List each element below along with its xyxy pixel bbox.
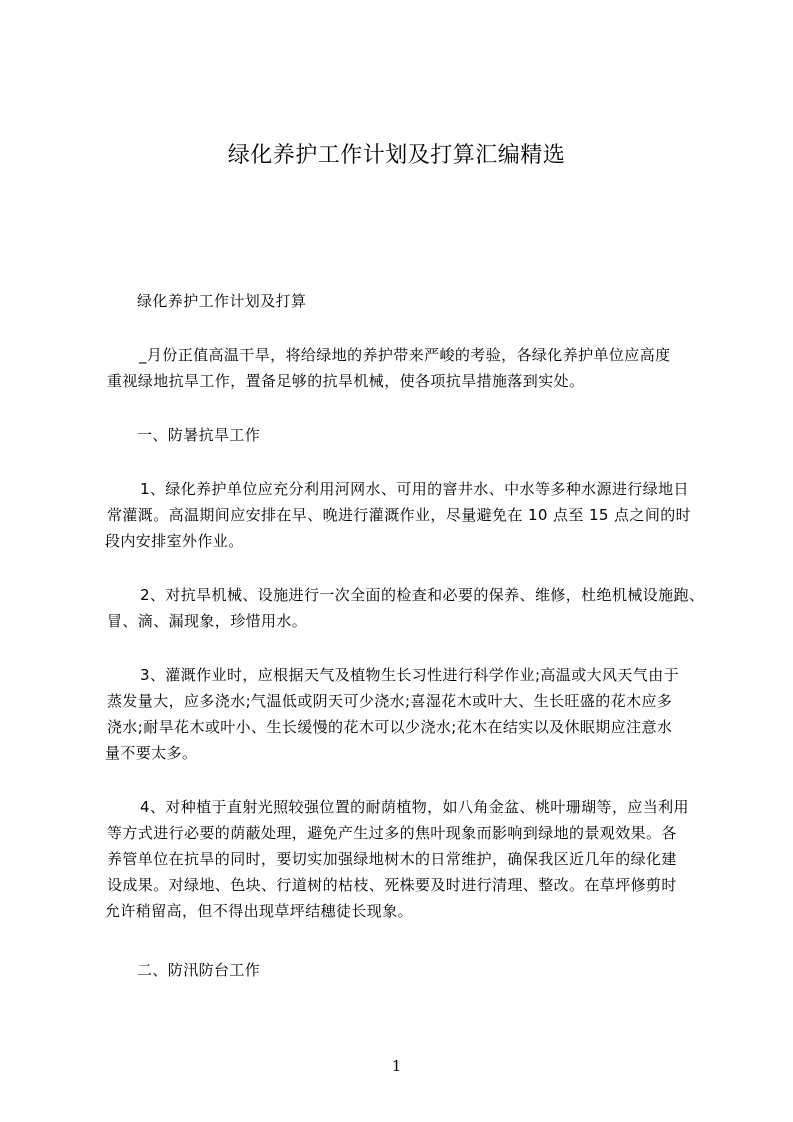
intro-line-1: _月份正值高温干旱，将给绿地的养护带来严峻的考验，各绿化养护单位应高度 bbox=[139, 346, 671, 364]
item-3-line-3: 浇水;耐旱花木或叶小、生长缓慢的花木可以少浇水;花木在结实以及休眠期应注意水 bbox=[107, 718, 673, 736]
item-4-line-4: 设成果。对绿地、色块、行道树的枯枝、死株要及时进行清理、整改。在草坪修剪时 bbox=[107, 876, 677, 894]
page-number: 1 bbox=[391, 1057, 402, 1075]
item-3-line-4: 量不要太多。 bbox=[105, 744, 198, 762]
item-3-line-1: 3、灌溉作业时，应根据天气及植物生长习性进行科学作业;高温或大风天气由于 bbox=[140, 666, 680, 684]
intro-line-2: 重视绿地抗旱工作，置备足够的抗旱机械，使各项抗旱措施落到实处。 bbox=[107, 372, 585, 390]
item-2-line-1: 2、对抗旱机械、设施进行一次全面的检查和必要的保养、维修，杜绝机械设施跑、 bbox=[140, 586, 705, 604]
item-4-line-3: 养管单位在抗旱的同时，要切实加强绿地树木的日常维护，确保我区近几年的绿化建 bbox=[107, 850, 677, 868]
item-4-line-5: 允许稍留高，但不得出现草坪结穗徒长现象。 bbox=[105, 902, 414, 920]
document-title: 绿化养护工作计划及打算汇编精选 bbox=[227, 143, 566, 168]
document-subtitle: 绿化养护工作计划及打算 bbox=[137, 292, 307, 310]
item-3-line-2: 蒸发量大，应多浇水;气温低或阴天可少浇水;喜湿花木或叶大、生长旺盛的花木应多 bbox=[107, 692, 673, 710]
item-1-line-3: 段内安排室外作业。 bbox=[105, 532, 244, 550]
item-4-line-1: 4、对种植于直射光照较强位置的耐荫植物，如八角金盆、桃叶珊瑚等，应当利用 bbox=[140, 798, 689, 816]
section-1-heading: 一、防暑抗旱工作 bbox=[137, 426, 261, 444]
item-2-line-2: 冒、滴、漏现象，珍惜用水。 bbox=[107, 612, 308, 630]
section-2-heading: 二、防汛防台工作 bbox=[137, 961, 261, 979]
item-4-line-2: 等方式进行必要的荫蔽处理，避免产生过多的焦叶现象而影响到绿地的景观效果。各 bbox=[107, 824, 677, 842]
item-1-line-1: 1、绿化养护单位应充分利用河网水、可用的窨井水、中水等多种水源进行绿地日 bbox=[140, 480, 689, 498]
item-1-line-2: 常灌溉。高温期间应安排在早、晚进行灌溉作业，尽量避免在 10 点至 15 点之间的时 bbox=[107, 506, 692, 524]
